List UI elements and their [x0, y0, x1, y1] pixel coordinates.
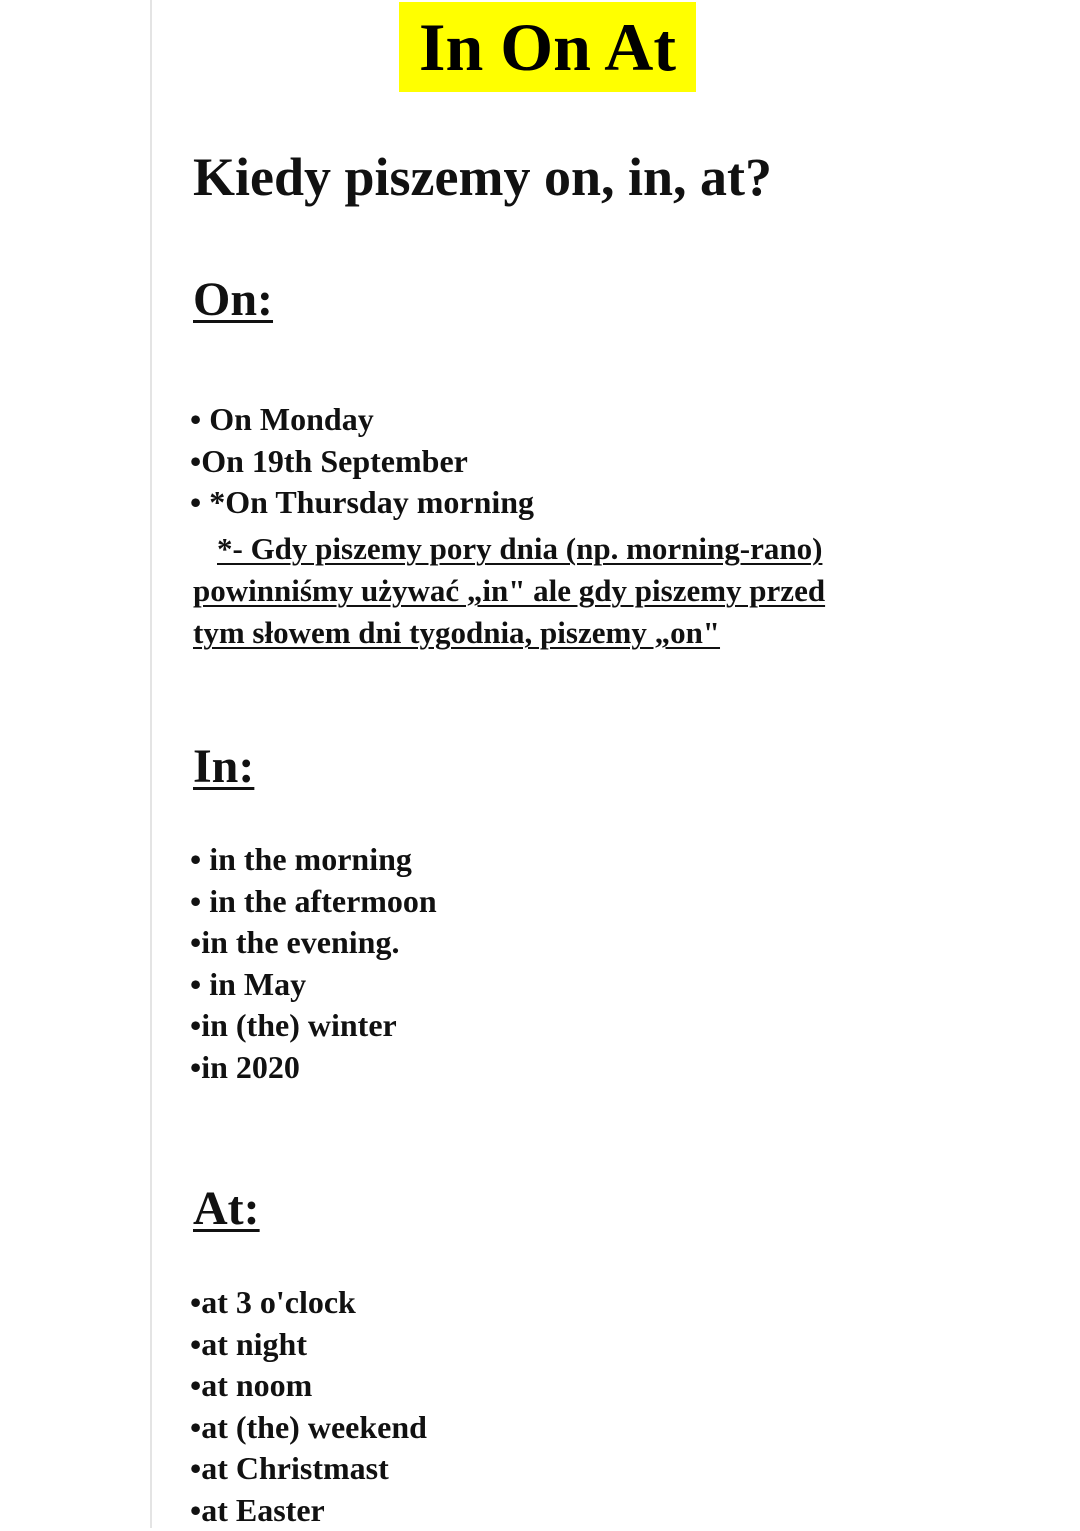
list-item: • in May: [190, 964, 437, 1006]
question-heading: Kiedy piszemy on, in, at?: [193, 150, 772, 204]
list-item: •On 19th September: [190, 441, 534, 483]
page-left-edge: [150, 0, 152, 1528]
on-examples-list: [190, 399, 534, 524]
in-examples-list: [190, 839, 437, 1088]
note-line: tym słowem dni tygodnia, piszemy „on": [193, 612, 933, 654]
list-item: •at (the) weekend: [190, 1407, 427, 1449]
section-heading-in: In:: [193, 743, 254, 791]
page-title: In On At: [419, 13, 676, 81]
title-highlight: [399, 2, 696, 92]
list-item: •in 2020: [190, 1047, 437, 1089]
on-usage-note: [193, 528, 933, 654]
list-item: •at Easter: [190, 1490, 427, 1531]
list-item: •at 3 o'clock: [190, 1282, 427, 1324]
section-heading-on: On:: [193, 276, 273, 324]
list-item: • in the morning: [190, 839, 437, 881]
section-heading-at: At:: [193, 1185, 260, 1233]
list-item: •in the evening.: [190, 922, 437, 964]
note-line: powinniśmy używać „in" ale gdy piszemy przed: [193, 570, 933, 612]
list-item: •at night: [190, 1324, 427, 1366]
list-item: •at Christmast: [190, 1448, 427, 1490]
list-item: •at noom: [190, 1365, 427, 1407]
list-item: • in the aftermoon: [190, 881, 437, 923]
list-item: • *On Thursday morning: [190, 482, 534, 524]
list-item: •in (the) winter: [190, 1005, 437, 1047]
note-line: *- Gdy piszemy pory dnia (np. morning-rano): [193, 528, 933, 570]
list-item: • On Monday: [190, 399, 534, 441]
at-examples-list: [190, 1282, 427, 1531]
